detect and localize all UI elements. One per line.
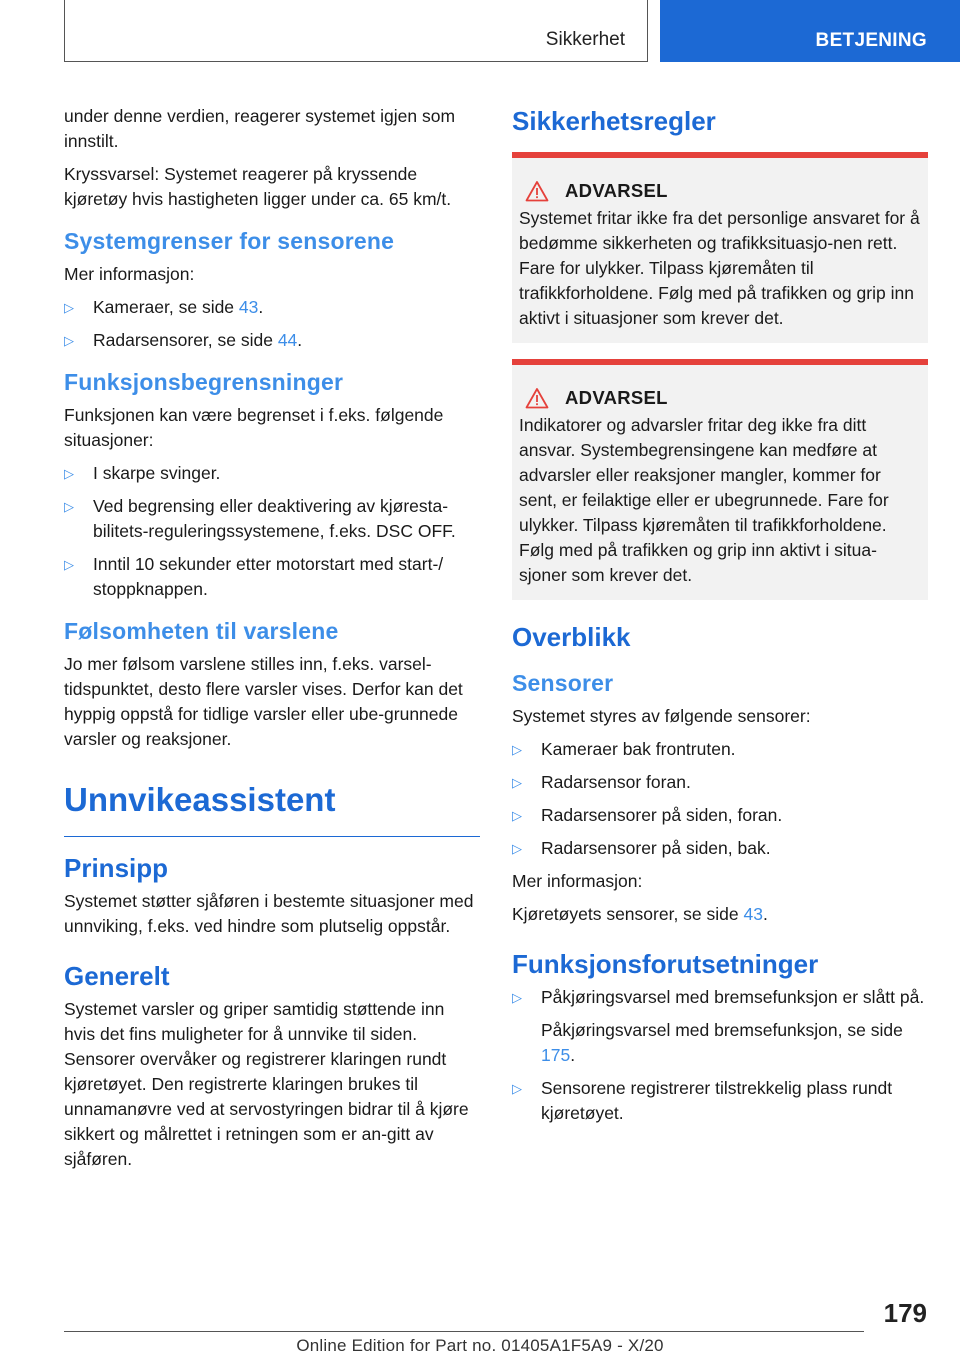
principle-heading: Prinsipp <box>64 853 169 883</box>
page-link[interactable]: 43 <box>238 297 259 317</box>
func-limits-heading: Funksjonsbegrensninger <box>64 369 344 395</box>
bullet-triangle-icon: ▷ <box>64 300 74 315</box>
footer-edition: Online Edition for Part no. 01405A1F5A9 - X/20 <box>296 1336 664 1355</box>
header-section-box <box>64 0 648 62</box>
bullet-triangle-icon: ▷ <box>64 333 74 348</box>
bullet-triangle-icon: ▷ <box>512 1081 522 1096</box>
list-item: ▷ Påkjøringsvarsel med bremsefunksjon er slått på. Påkjøringsvarsel med bremsefunksjon, se side 175. <box>512 985 928 1068</box>
sensor-limits-lead: Mer informasjon: <box>64 264 195 284</box>
list-item: ▷ Radarsensorer på siden, foran. <box>512 803 928 828</box>
overview-heading: Overblikk <box>512 622 631 652</box>
list-item: ▷ Radarsensor foran. <box>512 770 928 795</box>
list-item: ▷ Sensorene registrerer tilstrekkelig plass rundt kjøretøyet. <box>512 1078 893 1123</box>
page-link[interactable]: 44 <box>277 330 298 350</box>
list-item: ▷ Kameraer, se side 43. <box>64 295 480 320</box>
principle-text: Systemet støtter sjåføren i bestemte situasjoner med unnviking, f.eks. ved hindre som plutselig oppstår. <box>64 891 474 936</box>
header-chapter-title: BETJENING <box>815 30 927 51</box>
sensor-limits-list <box>64 295 480 353</box>
list-item: ▷ Radarsensorer, se side 44. <box>64 328 480 353</box>
right-column <box>512 104 928 1134</box>
warning-title: ADVARSEL <box>565 180 668 201</box>
warning-triangle-icon <box>525 180 549 202</box>
header-chapter-tab[interactable] <box>660 0 960 62</box>
warning-title: ADVARSEL <box>565 387 668 408</box>
bullet-triangle-icon: ▷ <box>64 499 74 514</box>
bullet-triangle-icon: ▷ <box>512 742 522 757</box>
bullet-triangle-icon: ▷ <box>512 990 522 1005</box>
list-item: ▷ Kameraer bak frontruten. <box>512 737 928 762</box>
sensors-heading: Sensorer <box>512 670 614 696</box>
bullet-triangle-icon: ▷ <box>512 775 522 790</box>
left-column <box>64 104 480 1180</box>
sensors-lead: Systemet styres av følgende sensorer: <box>512 706 811 726</box>
sensors-more: Mer informasjon: <box>512 871 643 891</box>
bullet-triangle-icon: ▷ <box>64 557 74 572</box>
bullet-triangle-icon: ▷ <box>512 841 522 856</box>
safety-heading: Sikkerhetsregler <box>512 106 716 136</box>
prereq-heading: Funksjonsforutsetninger <box>512 949 819 979</box>
intro-paragraph-2: Kryssvarsel: Systemet reagerer på kryssende kjøretøy hvis hastigheten ligger under ca. 65 km/t. <box>64 164 452 209</box>
func-limits-lead: Funksjonen kan være begrenset i f.eks. følgende situasjoner: <box>64 405 444 450</box>
sensors-ref: Kjøretøyets sensorer, se side 43. <box>512 904 768 924</box>
general-text: Systemet varsler og griper samtidig støttende inn hvis det fins muligheter for å unnvike til siden. Sensorer overvåker og registrerer klaringen rundt kjøretøyet. Den registrerte klaringen brukes til unnamanøvre ved at servostyringen bidrar til å kjøre sikkert og målrettet i retningen som er an-gitt av sjåføren. <box>64 999 469 1169</box>
func-limits-list <box>64 461 480 602</box>
bullet-triangle-icon: ▷ <box>64 466 74 481</box>
warning-box-2 <box>512 359 928 600</box>
page-link[interactable]: 175 <box>541 1045 571 1065</box>
warning-text: Systemet fritar ikke fra det personlige ansvaret for å bedømme sikkerheten og trafikksituasjo-nen rett. Fare for ulykker. Tilpass kjøremåten til trafikkforholdene. Følg med på trafikken og grip inn aktivt i situasjoner som krever det. <box>519 208 920 328</box>
sensor-limits-heading: Systemgrenser for sensorene <box>64 228 395 254</box>
list-item: ▷ Inntil 10 sekunder etter motorstart med start-/ stoppknappen. <box>64 554 444 599</box>
sensitivity-heading: Følsomheten til varslene <box>64 618 339 644</box>
footer-divider <box>64 1331 864 1332</box>
page-link[interactable]: 43 <box>743 904 763 924</box>
prereq-list <box>512 985 928 1126</box>
list-item: ▷ Radarsensorer på siden, bak. <box>512 836 928 861</box>
warning-box-1 <box>512 152 928 343</box>
header-section-title: Sikkerhet <box>545 29 625 50</box>
warning-triangle-icon <box>525 387 549 409</box>
bullet-triangle-icon: ▷ <box>512 808 522 823</box>
general-heading: Generelt <box>64 961 170 991</box>
chapter-title: Unnvikeassistent <box>64 778 480 837</box>
sensitivity-text: Jo mer følsom varslene stilles inn, f.eks. varsel-tidspunktet, desto flere varsler vises. Derfor kan det hyppig oppstå for tidlige varsler eller ube-grunnede varsler og reaksjoner. <box>64 654 463 749</box>
sensors-list <box>512 737 928 861</box>
list-item: ▷ Ved begrensing eller deaktivering av kjøresta-bilitets-reguleringssystemene, f.eks. DSC OFF. <box>64 496 456 541</box>
list-item-subtext: Påkjøringsvarsel med bremsefunksjon, se side 175. <box>541 1020 903 1065</box>
list-item: ▷ I skarpe svinger. <box>64 461 480 486</box>
intro-paragraph-1: under denne verdien, reagerer systemet igjen som innstilt. <box>64 106 456 151</box>
page-number: 179 <box>883 1298 927 1328</box>
warning-text: Indikatorer og advarsler fritar deg ikke fra ditt ansvar. Systembegrensingene kan medføre at advarsler eller reaksjoner mangler, kommer for sent, er feilaktige eller er ubegrunnede. Fare for ulykker. Tilpass kjøremåten til trafikkforholdene. Følg med på trafikken og grip inn aktivt i situa-sjoner som krever det. <box>519 415 889 585</box>
